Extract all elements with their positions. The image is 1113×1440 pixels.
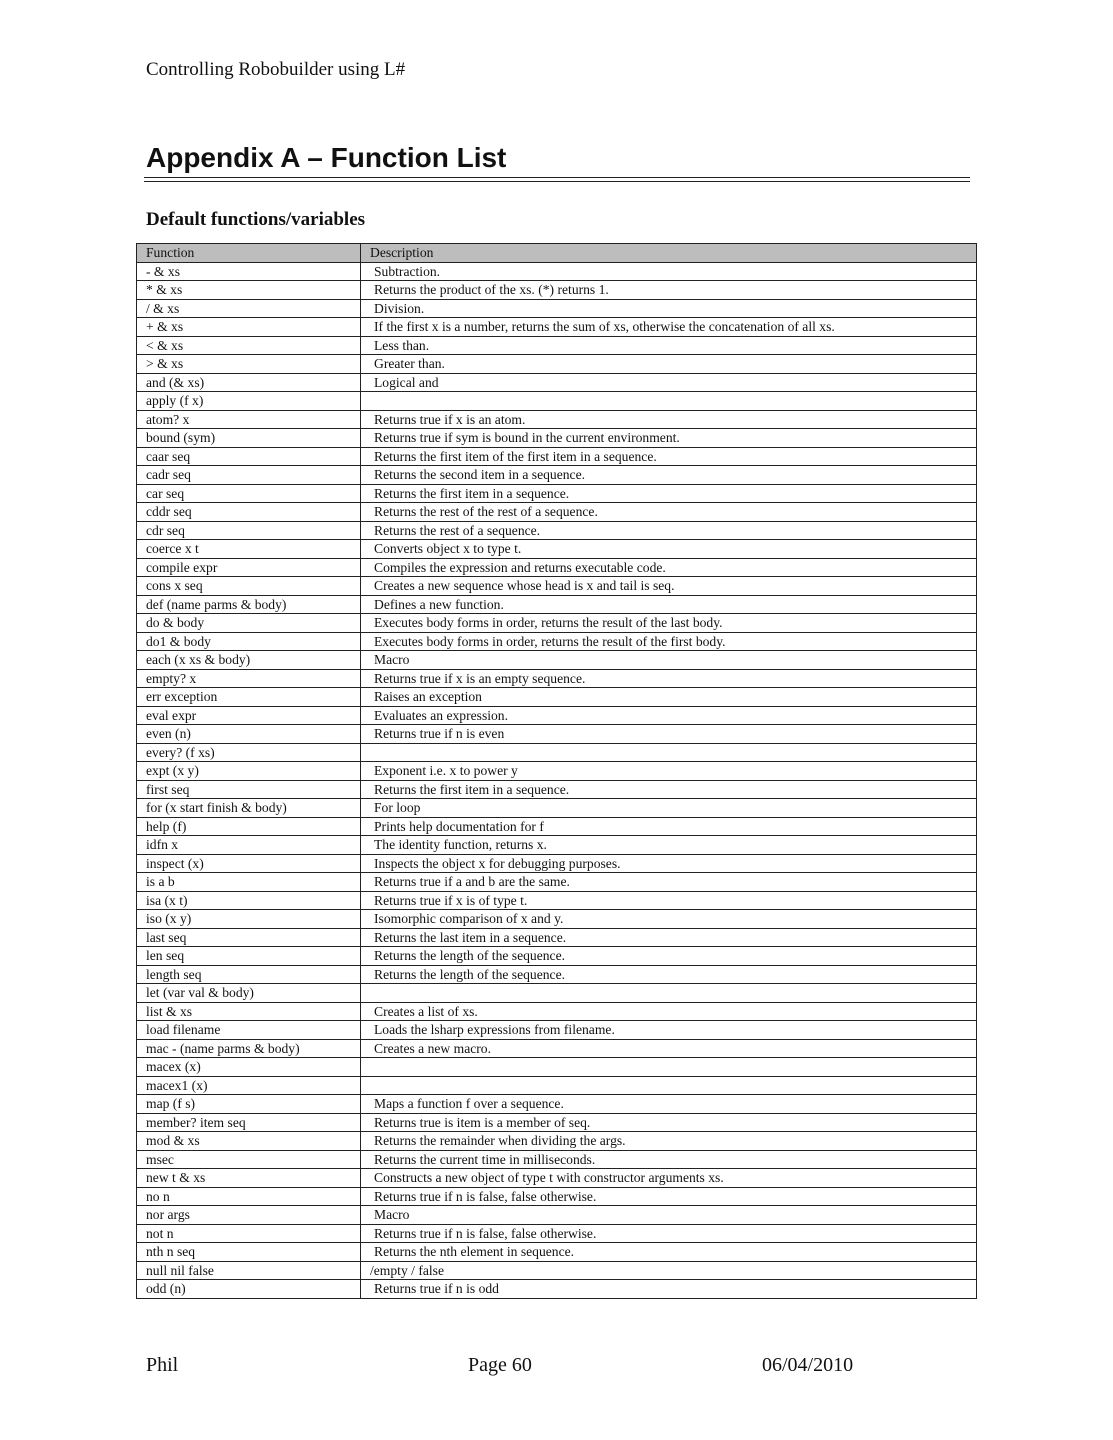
function-cell: last seq bbox=[137, 928, 361, 947]
table-row bbox=[137, 1002, 977, 1021]
function-cell: list & xs bbox=[137, 1002, 361, 1021]
description-cell: Returns the current time in milliseconds. bbox=[361, 1150, 977, 1169]
table-row bbox=[137, 891, 977, 910]
table-row bbox=[137, 743, 977, 762]
function-cell: compile expr bbox=[137, 558, 361, 577]
table-row bbox=[137, 762, 977, 781]
title-rule-top bbox=[144, 177, 970, 178]
table-row bbox=[137, 540, 977, 559]
table-row bbox=[137, 1224, 977, 1243]
function-cell: cadr seq bbox=[137, 466, 361, 485]
function-cell: atom? x bbox=[137, 410, 361, 429]
table-row bbox=[137, 799, 977, 818]
function-cell: for (x start finish & body) bbox=[137, 799, 361, 818]
table-row bbox=[137, 447, 977, 466]
table-row bbox=[137, 836, 977, 855]
description-cell bbox=[361, 1058, 977, 1077]
function-cell: * & xs bbox=[137, 281, 361, 300]
description-cell: Executes body forms in order, returns the result of the last body. bbox=[361, 614, 977, 633]
function-cell: car seq bbox=[137, 484, 361, 503]
description-cell bbox=[361, 984, 977, 1003]
function-cell: msec bbox=[137, 1150, 361, 1169]
table-row bbox=[137, 1095, 977, 1114]
table-row bbox=[137, 429, 977, 448]
description-cell: Returns the length of the sequence. bbox=[361, 947, 977, 966]
table-row bbox=[137, 1021, 977, 1040]
description-cell: Greater than. bbox=[361, 355, 977, 374]
description-cell: Returns true if sym is bound in the current environment. bbox=[361, 429, 977, 448]
description-cell: Less than. bbox=[361, 336, 977, 355]
description-cell: Returns the rest of a sequence. bbox=[361, 521, 977, 540]
description-cell: Macro bbox=[361, 651, 977, 670]
function-cell: not n bbox=[137, 1224, 361, 1243]
description-cell: Creates a new sequence whose head is x and tail is seq. bbox=[361, 577, 977, 596]
function-cell: nor args bbox=[137, 1206, 361, 1225]
description-cell: Returns true is item is a member of seq. bbox=[361, 1113, 977, 1132]
table-row bbox=[137, 299, 977, 318]
description-cell bbox=[361, 1076, 977, 1095]
description-cell: Returns the last item in a sequence. bbox=[361, 928, 977, 947]
description-cell: Returns the second item in a sequence. bbox=[361, 466, 977, 485]
function-cell: map (f s) bbox=[137, 1095, 361, 1114]
description-cell: Returns the product of the xs. (*) returns 1. bbox=[361, 281, 977, 300]
function-cell: iso (x y) bbox=[137, 910, 361, 929]
table-row bbox=[137, 1076, 977, 1095]
function-cell: macex1 (x) bbox=[137, 1076, 361, 1095]
function-cell: err exception bbox=[137, 688, 361, 707]
column-header-description: Description bbox=[361, 244, 977, 263]
description-cell: Returns true if a and b are the same. bbox=[361, 873, 977, 892]
description-cell: Returns true if x is an atom. bbox=[361, 410, 977, 429]
table-row bbox=[137, 355, 977, 374]
function-cell: inspect (x) bbox=[137, 854, 361, 873]
function-cell: empty? x bbox=[137, 669, 361, 688]
function-cell: mod & xs bbox=[137, 1132, 361, 1151]
description-cell: Returns true if x is an empty sequence. bbox=[361, 669, 977, 688]
function-cell: no n bbox=[137, 1187, 361, 1206]
appendix-title: Appendix A – Function List bbox=[146, 142, 507, 173]
description-cell: Evaluates an expression. bbox=[361, 706, 977, 725]
description-cell bbox=[361, 743, 977, 762]
description-cell: Returns true if x is of type t. bbox=[361, 891, 977, 910]
table-row bbox=[137, 373, 977, 392]
function-cell: do & body bbox=[137, 614, 361, 633]
section-heading: Default functions/variables bbox=[146, 209, 366, 230]
description-cell: Loads the lsharp expressions from filename. bbox=[361, 1021, 977, 1040]
function-cell: def (name parms & body) bbox=[137, 595, 361, 614]
title-rule-bottom bbox=[144, 181, 970, 182]
description-cell: Maps a function f over a sequence. bbox=[361, 1095, 977, 1114]
table-row bbox=[137, 1169, 977, 1188]
function-cell: < & xs bbox=[137, 336, 361, 355]
footer-date: 06/04/2010 bbox=[762, 1354, 854, 1376]
function-cell: / & xs bbox=[137, 299, 361, 318]
table-row bbox=[137, 1261, 977, 1280]
description-cell: Returns the first item in a sequence. bbox=[361, 780, 977, 799]
description-cell: Exponent i.e. x to power y bbox=[361, 762, 977, 781]
table-row bbox=[137, 410, 977, 429]
function-cell: help (f) bbox=[137, 817, 361, 836]
function-cell: null nil false bbox=[137, 1261, 361, 1280]
table-row bbox=[137, 281, 977, 300]
function-cell: apply (f x) bbox=[137, 392, 361, 411]
function-cell: let (var val & body) bbox=[137, 984, 361, 1003]
function-cell: bound (sym) bbox=[137, 429, 361, 448]
function-cell: is a b bbox=[137, 873, 361, 892]
description-cell: Creates a new macro. bbox=[361, 1039, 977, 1058]
description-cell: Logical and bbox=[361, 373, 977, 392]
table-row bbox=[137, 318, 977, 337]
table-row bbox=[137, 725, 977, 744]
function-cell: cdr seq bbox=[137, 521, 361, 540]
description-cell: Division. bbox=[361, 299, 977, 318]
description-cell: Prints help documentation for f bbox=[361, 817, 977, 836]
description-cell: Converts object x to type t. bbox=[361, 540, 977, 559]
function-cell: odd (n) bbox=[137, 1280, 361, 1299]
description-cell: If the first x is a number, returns the sum of xs, otherwise the concatenation of all xs. bbox=[361, 318, 977, 337]
description-cell: Subtraction. bbox=[361, 262, 977, 281]
description-cell: Returns true if n is false, false otherwise. bbox=[361, 1224, 977, 1243]
table-row bbox=[137, 688, 977, 707]
table-body bbox=[137, 262, 977, 1298]
table-row bbox=[137, 503, 977, 522]
function-cell: caar seq bbox=[137, 447, 361, 466]
function-cell: nth n seq bbox=[137, 1243, 361, 1262]
description-cell bbox=[361, 392, 977, 411]
function-cell: isa (x t) bbox=[137, 891, 361, 910]
table-row bbox=[137, 558, 977, 577]
function-table bbox=[136, 243, 977, 1299]
description-cell: Creates a list of xs. bbox=[361, 1002, 977, 1021]
description-cell: Defines a new function. bbox=[361, 595, 977, 614]
table-row bbox=[137, 614, 977, 633]
function-cell: each (x xs & body) bbox=[137, 651, 361, 670]
description-cell: Inspects the object x for debugging purposes. bbox=[361, 854, 977, 873]
running-header: Controlling Robobuilder using L# bbox=[146, 59, 406, 80]
function-cell: macex (x) bbox=[137, 1058, 361, 1077]
function-cell: len seq bbox=[137, 947, 361, 966]
table-row bbox=[137, 1113, 977, 1132]
description-cell: Executes body forms in order, returns the result of the first body. bbox=[361, 632, 977, 651]
function-cell: + & xs bbox=[137, 318, 361, 337]
table-row bbox=[137, 928, 977, 947]
function-cell: do1 & body bbox=[137, 632, 361, 651]
function-cell: first seq bbox=[137, 780, 361, 799]
function-cell: member? item seq bbox=[137, 1113, 361, 1132]
description-cell: Isomorphic comparison of x and y. bbox=[361, 910, 977, 929]
function-cell: and (& xs) bbox=[137, 373, 361, 392]
table-row bbox=[137, 262, 977, 281]
table-header-row bbox=[137, 244, 977, 263]
description-cell: Returns the rest of the rest of a sequence. bbox=[361, 503, 977, 522]
description-cell: Returns the remainder when dividing the args. bbox=[361, 1132, 977, 1151]
description-cell: Returns true if n is odd bbox=[361, 1280, 977, 1299]
description-cell: Raises an exception bbox=[361, 688, 977, 707]
description-cell: For loop bbox=[361, 799, 977, 818]
column-header-function: Function bbox=[137, 244, 361, 263]
table-row bbox=[137, 910, 977, 929]
table-row bbox=[137, 1187, 977, 1206]
function-cell: eval expr bbox=[137, 706, 361, 725]
function-cell: mac - (name parms & body) bbox=[137, 1039, 361, 1058]
table-row bbox=[137, 466, 977, 485]
footer-page-number: Page 60 bbox=[468, 1354, 532, 1376]
description-cell: Constructs a new object of type t with constructor arguments xs. bbox=[361, 1169, 977, 1188]
table-row bbox=[137, 577, 977, 596]
function-cell: every? (f xs) bbox=[137, 743, 361, 762]
table-row bbox=[137, 817, 977, 836]
table-row bbox=[137, 632, 977, 651]
function-cell: expt (x y) bbox=[137, 762, 361, 781]
description-cell: The identity function, returns x. bbox=[361, 836, 977, 855]
table-row bbox=[137, 1243, 977, 1262]
function-cell: coerce x t bbox=[137, 540, 361, 559]
table-row bbox=[137, 873, 977, 892]
footer-author: Phil bbox=[146, 1354, 179, 1376]
function-cell: cddr seq bbox=[137, 503, 361, 522]
table-row bbox=[137, 1150, 977, 1169]
description-cell: Returns the length of the sequence. bbox=[361, 965, 977, 984]
table-row bbox=[137, 521, 977, 540]
table-row bbox=[137, 706, 977, 725]
table-row bbox=[137, 965, 977, 984]
table-row bbox=[137, 651, 977, 670]
function-cell: load filename bbox=[137, 1021, 361, 1040]
description-cell: Compiles the expression and returns executable code. bbox=[361, 558, 977, 577]
table-row bbox=[137, 947, 977, 966]
description-cell: Returns true if n is even bbox=[361, 725, 977, 744]
function-cell: - & xs bbox=[137, 262, 361, 281]
description-cell: Returns the first item of the first item in a sequence. bbox=[361, 447, 977, 466]
description-cell: /empty / false bbox=[361, 1261, 977, 1280]
table-row bbox=[137, 780, 977, 799]
table-row bbox=[137, 854, 977, 873]
table-row bbox=[137, 984, 977, 1003]
description-cell: Macro bbox=[361, 1206, 977, 1225]
function-cell: even (n) bbox=[137, 725, 361, 744]
table-row bbox=[137, 669, 977, 688]
table-row bbox=[137, 336, 977, 355]
table-row bbox=[137, 392, 977, 411]
table-row bbox=[137, 484, 977, 503]
table-row bbox=[137, 595, 977, 614]
function-cell: new t & xs bbox=[137, 1169, 361, 1188]
table-row bbox=[137, 1206, 977, 1225]
table-row bbox=[137, 1280, 977, 1299]
function-cell: idfn x bbox=[137, 836, 361, 855]
function-cell: cons x seq bbox=[137, 577, 361, 596]
description-cell: Returns the nth element in sequence. bbox=[361, 1243, 977, 1262]
function-cell: length seq bbox=[137, 965, 361, 984]
function-cell: > & xs bbox=[137, 355, 361, 374]
table-row bbox=[137, 1039, 977, 1058]
description-cell: Returns true if n is false, false otherwise. bbox=[361, 1187, 977, 1206]
table-row bbox=[137, 1058, 977, 1077]
table-row bbox=[137, 1132, 977, 1151]
description-cell: Returns the first item in a sequence. bbox=[361, 484, 977, 503]
